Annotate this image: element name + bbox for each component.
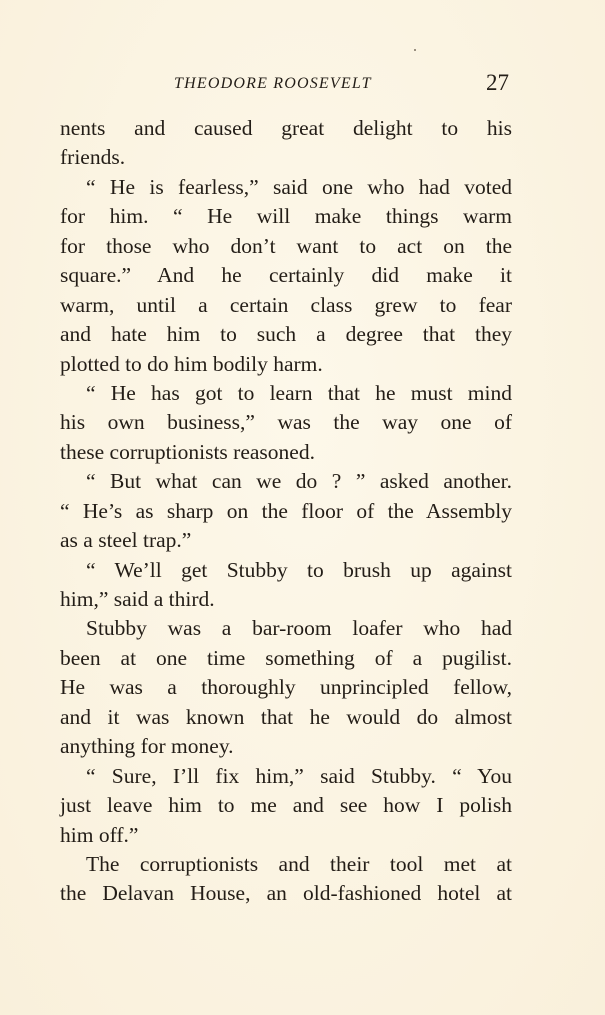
text-line: “ He has got to learn that he must mind (86, 380, 512, 405)
text-line: friends. (60, 145, 126, 170)
text-line: Stubby was a bar-room loafer who had (86, 616, 512, 641)
text-line: him off.” (60, 822, 139, 847)
page-number: 27 (486, 70, 509, 95)
text-line: “ We’ll get Stubby to brush up against (86, 557, 512, 582)
text-line: nents and caused great delight to his (60, 116, 512, 140)
text-line: plotted to do him bodily harm. (60, 351, 323, 376)
text-line: The corruptionists and their tool met at (86, 851, 512, 876)
text-line: for him. “ He will make things warm (60, 204, 512, 229)
body-text (60, 114, 512, 909)
text-line: “ He is fearless,” said one who had voted (86, 174, 512, 199)
text-line: and hate him to such a degree that they (60, 322, 512, 347)
text-line: as a steel trap.” (60, 528, 192, 553)
page-header (0, 70, 605, 100)
text-line: “ He’s as sharp on the floor of the Assembly (60, 498, 512, 523)
text-line: the Delavan House, an old-fashioned hotel at (60, 881, 512, 906)
running-title: THEODORE ROOSEVELT (174, 75, 372, 92)
text-line: these corruptionists reasoned. (60, 439, 315, 464)
text-line: and it was known that he would do almost (60, 704, 512, 729)
text-line: been at one time something of a pugilist. (60, 645, 512, 670)
text-line: anything for money. (60, 734, 234, 759)
text-line: “ Sure, I’ll fix him,” said Stubby. “ You (86, 763, 512, 788)
text-line: warm, until a certain class grew to fear (60, 292, 512, 317)
text-line: just leave him to me and see how I polish (60, 793, 512, 818)
text-line: square.” And he certainly did make it (60, 263, 512, 288)
text-line: him,” said a third. (60, 587, 215, 611)
text-line: “ But what can we do ? ” asked another. (86, 469, 512, 494)
text-line: his own business,” was the way one of (60, 410, 512, 435)
paper-speck (414, 49, 416, 51)
text-line: He was a thoroughly unprincipled fellow, (60, 675, 512, 700)
text-line: for those who don’t want to act on the (60, 233, 512, 258)
